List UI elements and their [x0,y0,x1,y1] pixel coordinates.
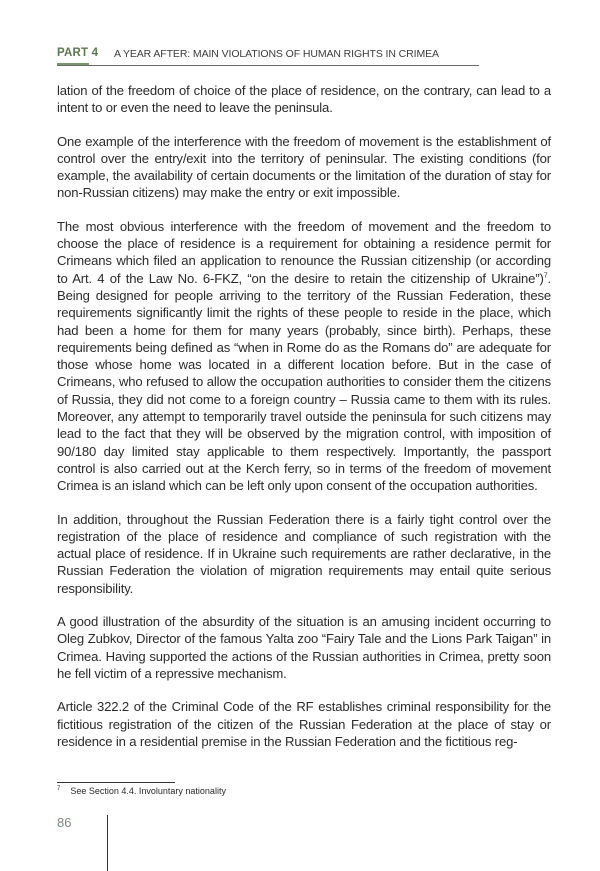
paragraph [57,218,551,495]
footnote-number: 7 [57,786,61,792]
footer-vertical-rule [107,815,108,871]
paragraph-text: The most obvious interference with the freedom of movement and the freedom to choose the place of residence is a requirement for obtaining a residence permit for Crimeans which filed an application to renounce the Russian citizenship (or according to Art. 4 of the Law No. 6-FKZ, “on the desire to retain the citizenship of Ukraine”) [57,218,551,286]
body-text [57,82,551,766]
header-rule [57,65,479,66]
footnote-text: See Section 4.4. Involuntary nationality [70,786,226,796]
paragraph: Article 322.2 of the Criminal Code of the RF establishes criminal responsibility for the fictitious registration of the citizen of the Russian Federation at the place of stay or residence in a residential premise in the Russian Federation and the fictitious reg- [57,699,551,749]
part-label: PART 4 [57,47,99,59]
running-header [57,46,479,68]
page-number: 86 [57,815,72,830]
footnote-separator [57,782,175,783]
paragraph: lation of the freedom of choice of the place of residence, on the contrary, can lead to a intent to or even the need to leave the peninsula. [57,83,551,116]
paragraph: In addition, throughout the Russian Federation there is a fairly tight control over the registration of the place of residence and compliance of such registration with the actual place of residence. If in Ukraine such requirements are rather declarative, in the Russian Federation the violation of migration requirements may entail quite serious responsibility. [57,511,551,596]
header-title: A YEAR AFTER: MAIN VIOLATIONS OF HUMAN RIGHTS IN CRIMEA [114,48,439,60]
footnote [57,786,226,796]
paragraph-text: . Being designed for people arriving to the territory of the Russian Federation, these requirements significantly limit the rights of these people to reside in the place, which had been a home for them for many years (probably, since birth). Perhaps, these requirements being defined as “when in Rome do as the Romans do” are adequate for those whose home was located in a different location before. But in the case of Crimeans, who refused to allow the occupation authorities to consider them the citizens of Russia, they did not come to a foreign country – Russia came to them with its rules. Moreover, any attempt to temporarily travel outside the peninsula for such citizens may lead to the fact that they will be observed by the migration control, with imposition of 90/180 day limited stay applicable to them respectively. Importantly, the passport control is also carried out at the Kerch ferry, so in terms of the freedom of movement Crimea is an island which can be left only upon consent of the occupation authorities. [57,270,551,494]
paragraph: A good illustration of the absurdity of the situation is an amusing incident occurring to Oleg Zubkov, Director of the famous Yalta zoo “Fairy Tale and the Lions Park Taigan” in Crimea. Having supported the actions of the Russian authorities in Crimea, pretty soon he fell victim of a repressive mechanism. [57,614,551,681]
paragraph: One example of the interference with the freedom of movement is the establishment of control over the entry/exit into the territory of peninsular. The existing conditions (for example, the availability of certain documents or the limitation of the duration of stay for non-Russian citizens) may make the entry or exit impossible. [57,133,551,201]
footnote-reference[interactable]: 7 [543,272,548,280]
